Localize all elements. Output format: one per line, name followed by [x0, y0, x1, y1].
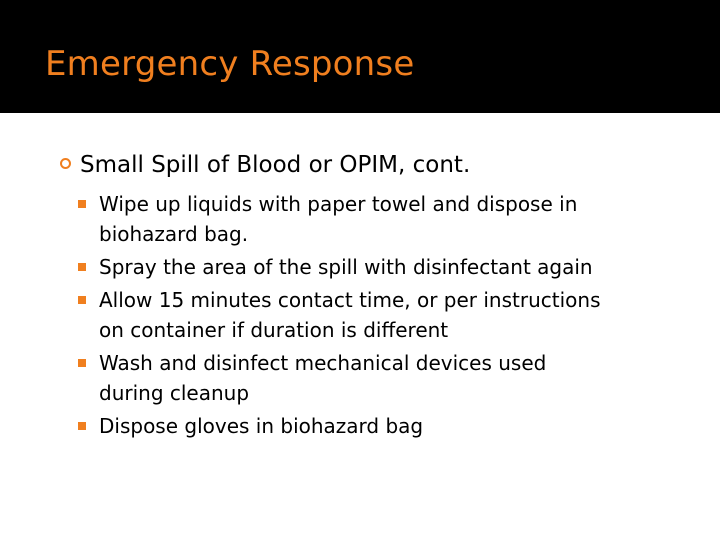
- square-bullet-icon: [78, 200, 86, 208]
- sub-bullet-line: Spray the area of the spill with disinfectant again: [99, 255, 593, 279]
- hollow-circle-bullet-icon: [60, 158, 71, 169]
- square-bullet-icon: [78, 422, 86, 430]
- square-bullet-icon: [78, 263, 86, 271]
- main-bullet-text: Small Spill of Blood or OPIM, cont.: [80, 152, 471, 178]
- sub-bullet-item: [60, 285, 700, 345]
- square-bullet-icon: [78, 296, 86, 304]
- sub-bullet-item: [60, 348, 700, 408]
- sub-bullet-item: [60, 411, 700, 441]
- sub-bullet-list: [60, 189, 700, 441]
- main-bullet: [60, 146, 700, 184]
- sub-bullet-line: Allow 15 minutes contact time, or per instructions: [99, 288, 601, 312]
- square-bullet-icon: [78, 359, 86, 367]
- sub-bullet-line: Wash and disinfect mechanical devices used: [99, 351, 547, 375]
- sub-bullet-line: Wipe up liquids with paper towel and dispose in: [99, 192, 578, 216]
- sub-bullet-line: on container if duration is different: [99, 318, 449, 342]
- sub-bullet-item: [60, 252, 700, 282]
- slide-title: Emergency Response: [45, 44, 415, 84]
- slide-content: [60, 146, 700, 444]
- sub-bullet-item: [60, 189, 700, 249]
- sub-bullet-line: Dispose gloves in biohazard bag: [99, 414, 424, 438]
- sub-bullet-line: biohazard bag.: [99, 222, 249, 246]
- sub-bullet-line: during cleanup: [99, 381, 250, 405]
- title-bar: [0, 0, 720, 113]
